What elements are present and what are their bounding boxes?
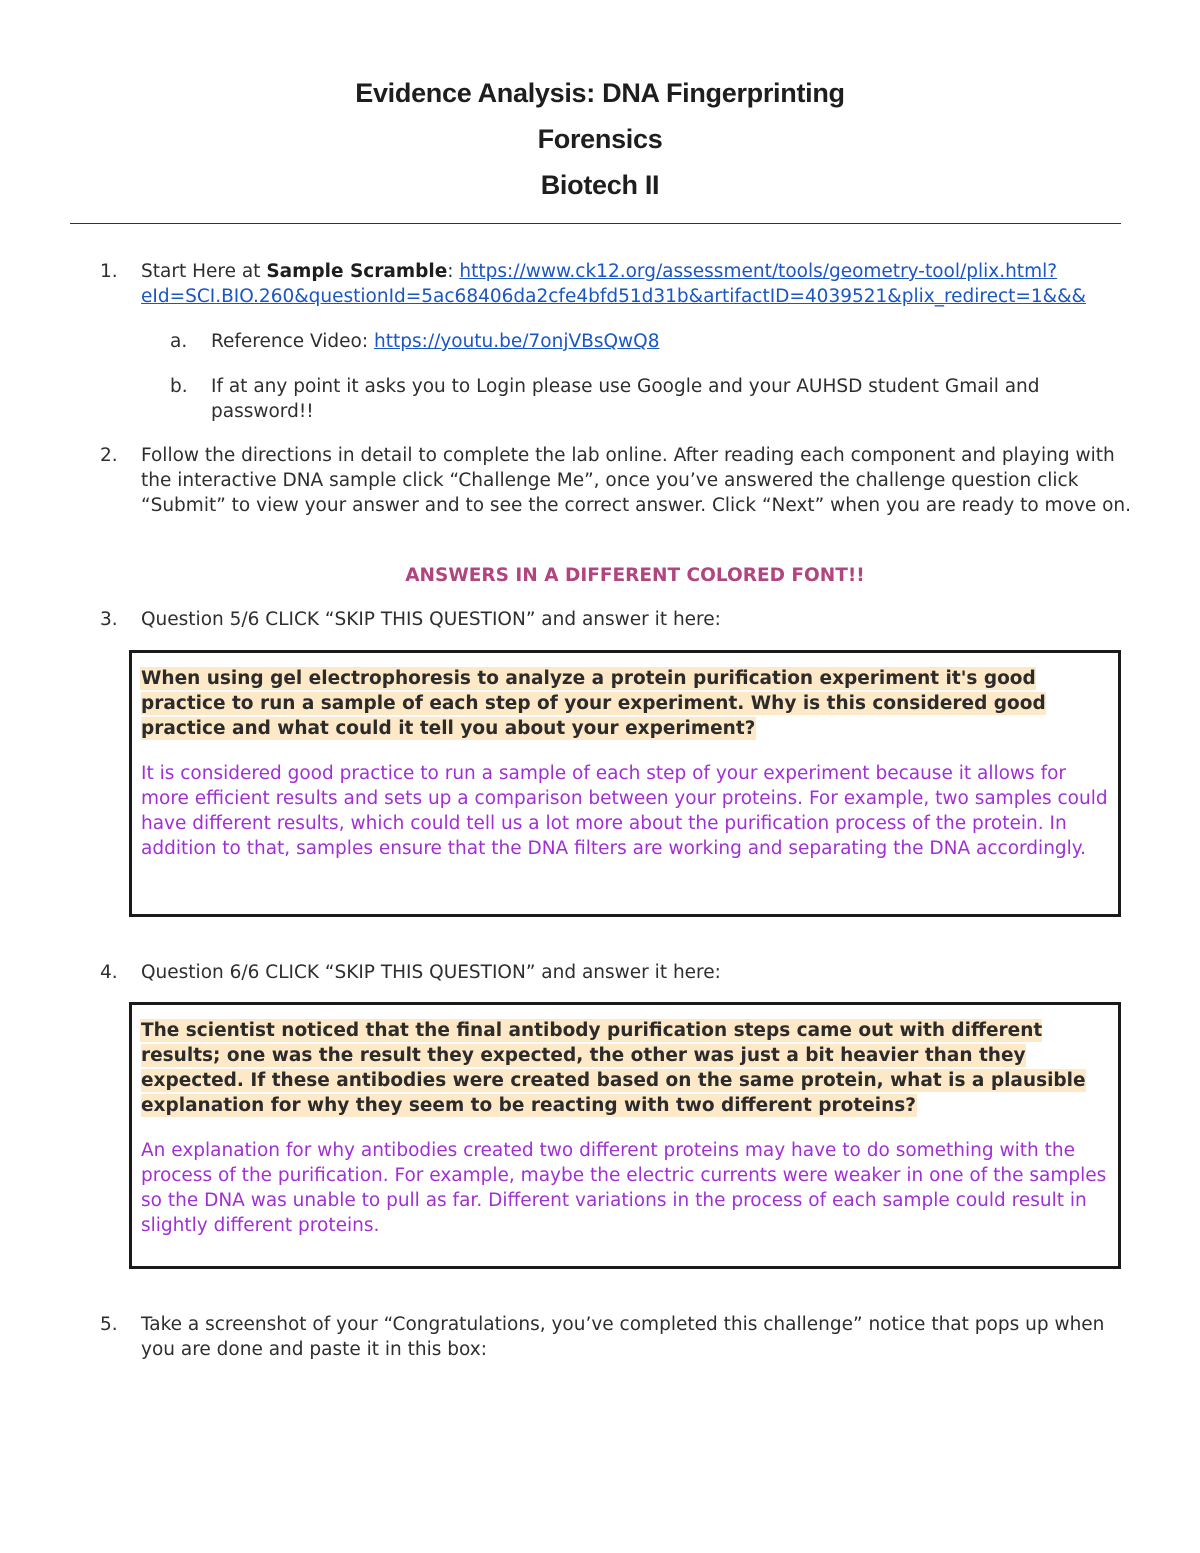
reference-video-link[interactable]: https://youtu.be/7onjVBsQwQ8 — [374, 331, 660, 352]
question-6-highlight: The scientist noticed that the final antibody purification steps came out with different results; one was the result they expected, the other was just a bit heavier than they expected. If these antibodies were created based on the same protein, what is a plausible explanation for why they seem to be reacting with two different proteins? — [141, 1020, 1086, 1116]
item5-instruction: Take a screenshot of your “Congratulations, you’ve completed this challenge” notice that pops up when you are done and paste it in this box: — [141, 1314, 1105, 1360]
document-subtitle-course: Forensics — [537, 124, 663, 154]
link-line-1[interactable]: https://www.ck12.org/assessment/tools/geometry-tool/plix.html? — [459, 261, 1058, 282]
list-letter: b. — [170, 376, 188, 397]
link-line-2[interactable]: eId=SCI.BIO.260&questionId=5ac68406da2cfe4bfd51d31b&artifactID=4039521&plix_redirect=1&&& — [141, 286, 1086, 307]
item3-instruction: Question 5/6 CLICK “SKIP THIS QUESTION” and answer it here: — [141, 609, 721, 630]
question-5-text — [141, 666, 1109, 741]
item4-instruction: Question 6/6 CLICK “SKIP THIS QUESTION” and answer it here: — [141, 962, 721, 983]
question-5-highlight: When using gel electrophoresis to analyze a protein purification experiment it's good practice to run a sample of each step of your experiment. Why is this considered good practice and what could it tell you about your experiment? — [141, 668, 1046, 739]
list-number: 2. — [100, 445, 118, 466]
document-title: Evidence Analysis: DNA Fingerprinting — [355, 78, 845, 108]
item2-directions: Follow the directions in detail to complete the lab online. After reading each component and playing with the interactive DNA sample click “Challenge Me”, once you’ve answered the challenge question click “Submit” to view your answer and to see the correct answer. Click “Next” when you are ready to move on. — [141, 445, 1132, 516]
item1-prefix: Start Here at — [141, 261, 267, 282]
answer-box-q6[interactable] — [129, 1002, 1121, 1269]
reference-video-label: Reference Video: — [211, 331, 374, 352]
header-divider — [70, 223, 1121, 224]
document-subtitle-class: Biotech II — [540, 170, 660, 200]
list-number: 5. — [100, 1314, 118, 1335]
answer-5-text[interactable]: It is considered good practice to run a sample of each step of your experiment because it allows for more efficient results and sets up a comparison between your proteins. For example, two samples could have different results, which could tell us a lot more about the purification process of the protein. In addition to that, samples ensure that the DNA filters are working and separating the DNA accordingly. — [141, 763, 1108, 859]
question-6-text — [141, 1018, 1109, 1118]
answer-6-text[interactable]: An explanation for why antibodies created two different proteins may have to do something with the process of the purification. For example, maybe the electric currents were weaker in one of the samples so the DNA was unable to pull as far. Different variations in the process of each sample could result in slightly different proteins. — [141, 1140, 1107, 1236]
answer-box-q5[interactable] — [129, 650, 1121, 917]
list-number: 1. — [100, 261, 118, 282]
list-number: 3. — [100, 609, 118, 630]
item1-bold-label: Sample Scramble — [266, 261, 448, 282]
document-header — [0, 70, 1200, 208]
answers-banner: ANSWERS IN A DIFFERENT COLORED FONT!! — [405, 565, 865, 586]
list-letter: a. — [170, 331, 188, 352]
list-number: 4. — [100, 962, 118, 983]
item1-colon: : — [447, 261, 460, 282]
login-instructions: If at any point it asks you to Login please use Google and your AUHSD student Gmail and password!! — [211, 376, 1040, 422]
